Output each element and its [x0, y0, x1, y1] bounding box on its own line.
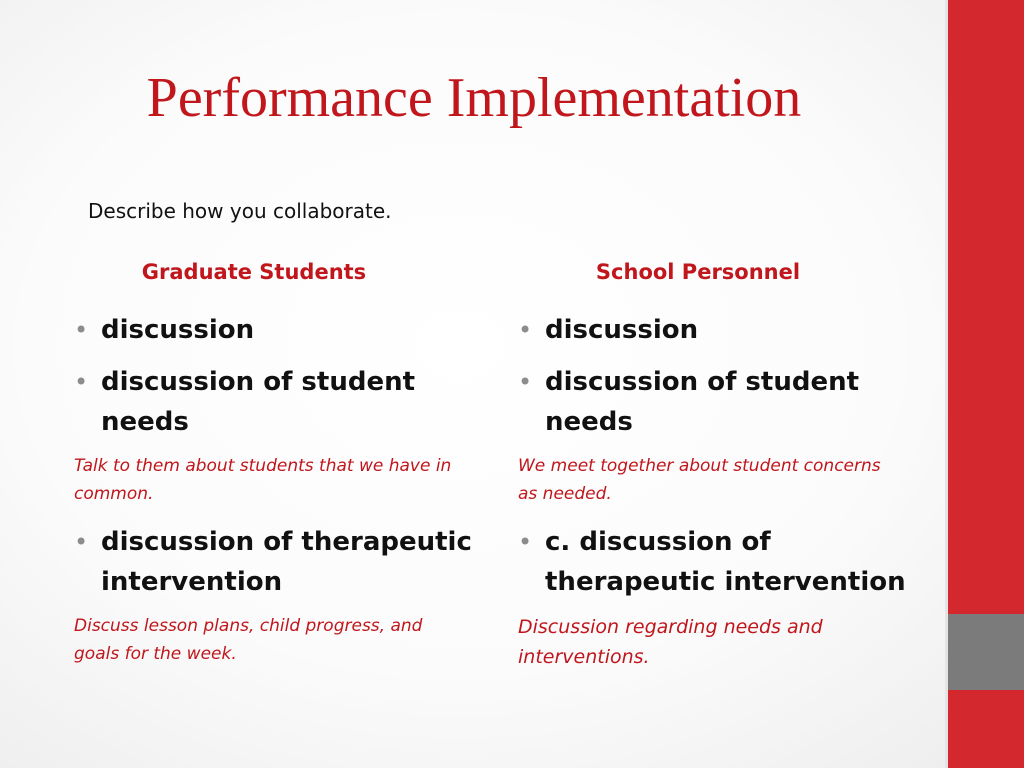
bullet-icon: • — [518, 316, 533, 344]
list-item-text: discussion — [545, 315, 699, 345]
list-item-text: discussion of student needs — [545, 367, 860, 437]
list-item-text: c. discussion of therapeutic intervention — [545, 527, 906, 597]
bullet-icon: • — [74, 368, 89, 396]
note-text: Talk to them about students that we have in common. — [74, 456, 452, 504]
note-text: We meet together about student concerns as needed. — [518, 456, 881, 504]
list-item — [518, 522, 918, 602]
list-item-text: discussion of student needs — [101, 367, 416, 437]
column-heading: School Personnel — [595, 260, 801, 284]
list-item — [518, 310, 918, 350]
slide-prompt: Describe how you collaborate. — [88, 199, 392, 223]
bullet-icon: • — [74, 528, 89, 556]
slide-title: Performance Implementation — [146, 67, 802, 129]
list-item — [518, 362, 918, 442]
list-item — [74, 522, 474, 602]
list-item-text: discussion — [101, 315, 255, 345]
note-text: Discuss lesson plans, child progress, and goals for the week. — [74, 616, 423, 664]
list-item — [74, 362, 474, 442]
decorative-band-red-bottom — [948, 690, 1024, 768]
graduate-students-column — [74, 256, 474, 682]
school-personnel-column — [518, 256, 918, 686]
decorative-band-gray — [948, 614, 1024, 690]
bullet-icon: • — [74, 316, 89, 344]
bullet-icon: • — [518, 368, 533, 396]
decorative-band-red-top — [948, 0, 1024, 614]
note-text: Discussion regarding needs and interventions. — [518, 616, 823, 668]
list-item-text: discussion of therapeutic intervention — [101, 527, 472, 597]
column-heading: Graduate Students — [141, 260, 367, 284]
bullet-icon: • — [518, 528, 533, 556]
list-item — [74, 310, 474, 350]
